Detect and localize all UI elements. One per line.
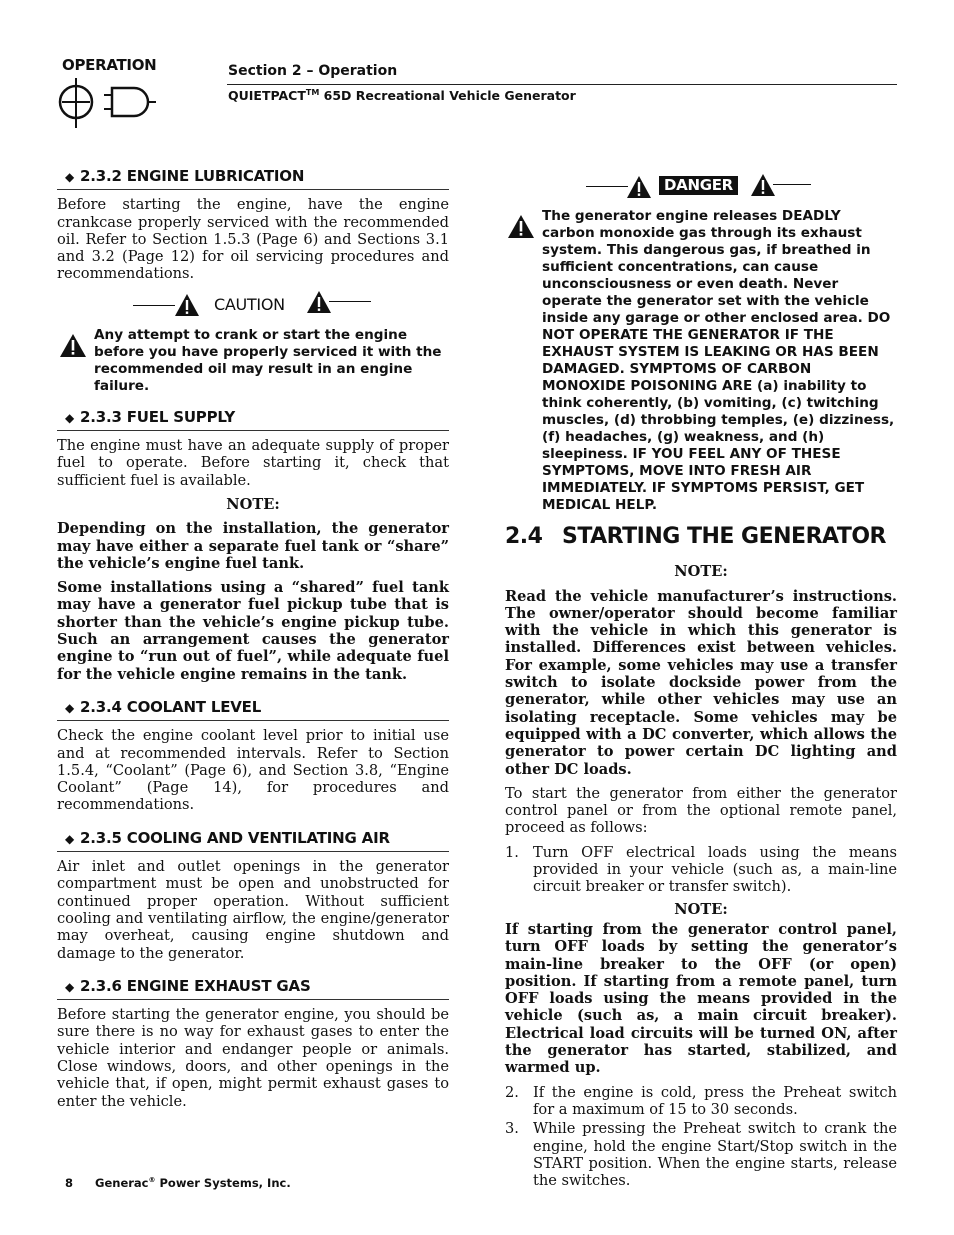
- starting-note-1: Read the vehicle manufacturer’s instructions. The owner/operator should become familiar with the vehicle in which this generator is installed. Differences exist between vehicles. For example, some vehicles may use a transfer switch to isolate dockside power from the generator, while other vehicles may use an isolating receptacle. Some vehicles may be equipped with a DC converter, which allows the generator to power certain DC lighting and other DC loads.: [505, 587, 897, 778]
- subheading-coolant-level: ◆ 2.3.4 COOLANT LEVEL: [57, 699, 449, 721]
- subheading-fuel-supply: ◆ 2.3.3 FUEL SUPPLY: [57, 409, 449, 431]
- steps-list-a: [505, 844, 897, 896]
- starting-intro: To start the generator from either the generator control panel or from the optional remote panel, proceed as follows:: [505, 784, 897, 837]
- page-footer: [65, 1176, 291, 1190]
- page-number: 8: [65, 1176, 74, 1190]
- list-item: 2. If the engine is cold, press the Preheat switch for a maximum of 15 to 30 seconds.: [505, 1083, 897, 1118]
- note-label: NOTE:: [674, 563, 728, 581]
- lubrication-body: Before starting the engine, have the engine crankcase properly serviced with the recommended oil. Refer to Section 1.5.3 (Page 6) and Sections 3.1 and 3.2 (Page 12) for oil servicing procedures and recommendations.: [57, 196, 449, 283]
- caution-banner: [57, 291, 449, 321]
- warning-triangle-icon: [174, 293, 200, 317]
- warning-triangle-icon: [750, 173, 776, 197]
- section-heading-starting: 2.4 STARTING THE GENERATOR: [505, 524, 886, 549]
- fuel-body: The engine must have an adequate supply of proper fuel to operate. Before starting it, check that sufficient fuel is available.: [57, 437, 449, 489]
- fuel-note-1: Depending on the installation, the generator may have either a separate fuel tank or “share” the vehicle’s engine fuel tank.: [57, 520, 449, 572]
- coolant-body: Check the engine coolant level prior to initial use and at recommended intervals. Refer to Section 1.5.4, “Coolant” (Page 6), and Section 3.8, “Engine Coolant” (Page 14), for procedures and recommendations.: [57, 727, 449, 814]
- warning-triangle-icon: [626, 175, 652, 199]
- warning-triangle-icon: [306, 290, 332, 314]
- starting-note-2: If starting from the generator control panel, turn OFF loads by setting the generator’s main-line breaker to the OFF (or open) position. If starting from a remote panel, turn OFF loads using the means provided in the vehicle (such as, a main circuit breaker). Electrical load circuits will be turned ON, after the generator has started, stabilized, and warmed up.: [505, 920, 897, 1077]
- subheading-lubrication: ◆ 2.3.2 ENGINE LUBRICATION: [57, 168, 449, 190]
- note-label: NOTE:: [674, 900, 728, 918]
- plug-socket-icon: [58, 76, 158, 134]
- company-name: Generac® Power Systems, Inc.: [95, 1176, 291, 1190]
- exhaust-body: Before starting the generator engine, you should be sure there is no way for exhaust gases to enter the vehicle interior and endanger people or animals. Close windows, doors, and other openings in the vehicle that, if open, might permit exhaust gases to enter the vehicle.: [57, 1006, 449, 1110]
- caution-label: CAUTION: [214, 294, 285, 314]
- subheading-exhaust-gas: ◆ 2.3.6 ENGINE EXHAUST GAS: [57, 978, 449, 1000]
- subheading-cooling-air: ◆ 2.3.5 COOLING AND VENTILATING AIR: [57, 830, 449, 852]
- list-item: 1. Turn OFF electrical loads using the means provided in your vehicle (such as, a main-line circuit breaker or transfer switch).: [505, 843, 897, 896]
- danger-label: DANGER: [659, 176, 738, 195]
- operation-badge-label: OPERATION: [62, 56, 157, 74]
- header-rule: [227, 84, 897, 85]
- steps-list-b: [505, 1084, 897, 1190]
- section-title: Section 2 – Operation: [228, 63, 398, 79]
- left-column: [57, 168, 449, 1117]
- warning-triangle-icon: [59, 333, 87, 358]
- fuel-note-2: Some installations using a “shared” fuel tank may have a generator fuel pickup tube that is shorter than the vehicle’s engine pickup tube. Such an arrangement causes the generator engine to “run out of fuel”, while adequate fuel for the vehicle engine remains in the tank.: [57, 579, 449, 683]
- warning-triangle-icon: [507, 214, 535, 239]
- cooling-body: Air inlet and outlet openings in the generator compartment must be open and unobstructed for continued proper operation. Without sufficient cooling and ventilating airflow, the engine/generator may overheat, causing engine shutdown and damage to the generator.: [57, 858, 449, 962]
- danger-banner: [505, 172, 897, 202]
- right-column: [505, 172, 897, 1194]
- list-item: 3. While pressing the Preheat switch to crank the engine, hold the engine Start/Stop switch in the START position. When the engine starts, release the switches.: [505, 1120, 897, 1190]
- product-title: QUIETPACT™ 65D Recreational Vehicle Generator: [228, 88, 576, 104]
- note-label: NOTE:: [226, 495, 280, 513]
- caution-message: Any attempt to crank or start the engine before you have properly serviced it with the recommended oil may result in an engine failure.: [57, 327, 449, 395]
- danger-message: The generator engine releases DEADLY carbon monoxide gas through its exhaust system. This dangerous gas, if breathed in sufficient concentrations, can cause unconsciousness or even death. Never operate the generator set with the vehicle inside any garage or other enclosed area. DO NOT OPERATE THE GENERATOR IF THE EXHAUST SYSTEM IS LEAKING OR HAS BEEN DAMAGED. SYMPTOMS OF CARBON MONOXIDE POISONING ARE (a) inability to think coherently, (b) vomiting, (c) twitching muscles, (d) throbbing temples, (e) dizziness, (f) headaches, (g) weakness, and (h) sleepiness. IF YOU FEEL ANY OF THESE SYMPTOMS, MOVE INTO FRESH AIR IMMEDIATELY. IF SYMPTOMS PERSIST, GET MEDICAL HELP.: [505, 208, 897, 514]
